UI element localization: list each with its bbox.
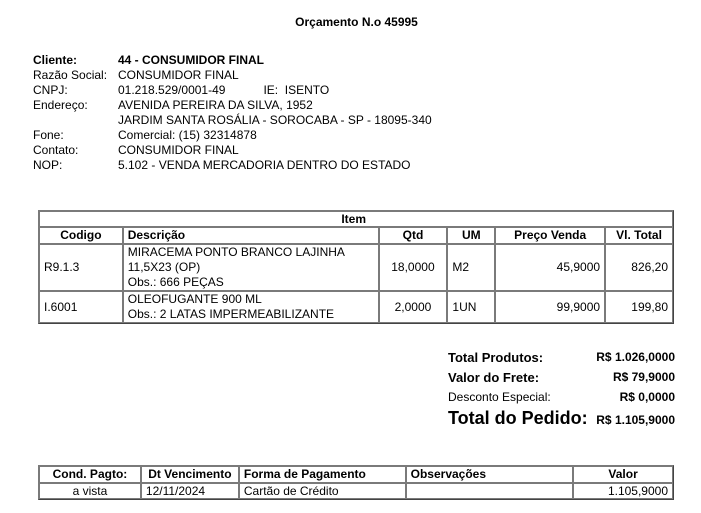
cell-codigo: R9.1.3 [39, 244, 123, 291]
endereco-label: Endereço: [33, 98, 88, 112]
fone-value: Comercial: (15) 32314878 [118, 128, 257, 142]
nop-row [33, 158, 432, 173]
total-pedido-row [448, 410, 675, 436]
cell-preco: 99,9000 [495, 291, 605, 323]
header-codigo: Codigo [39, 227, 123, 244]
endereco-row [33, 98, 432, 113]
nop-value: 5.102 - VENDA MERCADORIA DENTRO DO ESTADO [118, 158, 411, 172]
total-produtos-value: R$ 1.026,0000 [596, 350, 675, 364]
header-observacoes: Observações [406, 466, 574, 483]
descricao-line: MIRACEMA PONTO BRANCO LAJINHA [127, 245, 345, 259]
header-um: UM [447, 227, 495, 244]
header-total: Vl. Total [605, 227, 673, 244]
table-row [39, 244, 673, 291]
header-qtd: Qtd [379, 227, 448, 244]
cell-cond-pagto: a vista [39, 483, 141, 499]
client-label: Cliente: [33, 53, 78, 67]
cell-observacoes [406, 483, 574, 499]
endereco-value: AVENIDA PEREIRA DA SILVA, 1952 [118, 98, 313, 112]
payment-table [38, 465, 674, 500]
desconto-label: Desconto Especial: [448, 390, 551, 404]
endereco-value-2: JARDIM SANTA ROSÁLIA - SOROCABA - SP - 18095-340 [118, 113, 432, 127]
client-info [33, 53, 432, 173]
cell-preco: 45,9000 [495, 244, 605, 291]
cell-qtd: 2,0000 [379, 291, 448, 323]
total-produtos-label: Total Produtos: [448, 350, 544, 365]
items-table [38, 210, 674, 324]
frete-row [448, 370, 675, 390]
header-cond-pagto: Cond. Pagto: [39, 466, 141, 483]
desconto-value: R$ 0,0000 [619, 390, 675, 404]
descricao-line: 11,5X23 (OP) [127, 260, 201, 274]
razao-social-row [33, 68, 432, 83]
ie-value: ISENTO [284, 83, 330, 97]
total-pedido-value: R$ 1.105,9000 [596, 413, 675, 427]
header-descricao: Descrição [123, 227, 379, 244]
table-row [39, 483, 673, 499]
frete-label: Valor do Frete: [448, 370, 540, 385]
contato-value: CONSUMIDOR FINAL [118, 143, 239, 157]
items-caption-row [39, 211, 673, 227]
descricao-line: OLEOFUGANTE 900 ML [127, 292, 262, 306]
items-header-row [39, 227, 673, 244]
endereco-row-2 [33, 113, 432, 128]
header-forma-pagamento: Forma de Pagamento [239, 466, 406, 483]
frete-value: R$ 79,9000 [612, 370, 675, 384]
cell-qtd: 18,0000 [379, 244, 448, 291]
header-valor: Valor [573, 466, 673, 483]
nop-label: NOP: [33, 158, 63, 172]
cnpj-label: CNPJ: [33, 83, 68, 97]
cell-vencimento: 12/11/2024 [141, 483, 239, 499]
razao-social-value: CONSUMIDOR FINAL [118, 68, 239, 82]
cell-forma-pagamento: Cartão de Crédito [239, 483, 406, 499]
cell-total: 826,20 [605, 244, 673, 291]
ie-label: IE: [263, 83, 279, 97]
cnpj-value: 01.218.529/0001-49 [118, 83, 226, 97]
totals-block [448, 350, 675, 436]
cell-um: M2 [447, 244, 495, 291]
items-caption: Item [39, 211, 673, 227]
cnpj-row [33, 83, 432, 98]
fone-label: Fone: [33, 128, 64, 142]
client-row [33, 53, 432, 68]
total-produtos-row [448, 350, 675, 370]
total-pedido-label: Total do Pedido: [448, 408, 588, 428]
razao-social-label: Razão Social: [33, 68, 108, 82]
fone-row [33, 128, 432, 143]
contato-row [33, 143, 432, 158]
descricao-obs: Obs.: 666 PEÇAS [127, 275, 224, 289]
cell-descricao [123, 244, 379, 291]
document-title: Orçamento N.o 45995 [295, 15, 418, 29]
desconto-row [448, 390, 675, 410]
client-value: 44 - CONSUMIDOR FINAL [118, 53, 265, 67]
cell-um: 1UN [447, 291, 495, 323]
table-row [39, 291, 673, 323]
cell-total: 199,80 [605, 291, 673, 323]
header-dt-vencimento: Dt Vencimento [141, 466, 239, 483]
header-preco: Preço Venda [495, 227, 605, 244]
cell-valor: 1.105,9000 [573, 483, 673, 499]
cell-codigo: I.6001 [39, 291, 123, 323]
payment-header-row [39, 466, 673, 483]
descricao-obs: Obs.: 2 LATAS IMPERMEABILIZANTE [127, 307, 335, 321]
contato-label: Contato: [33, 143, 79, 157]
cell-descricao [123, 291, 379, 323]
